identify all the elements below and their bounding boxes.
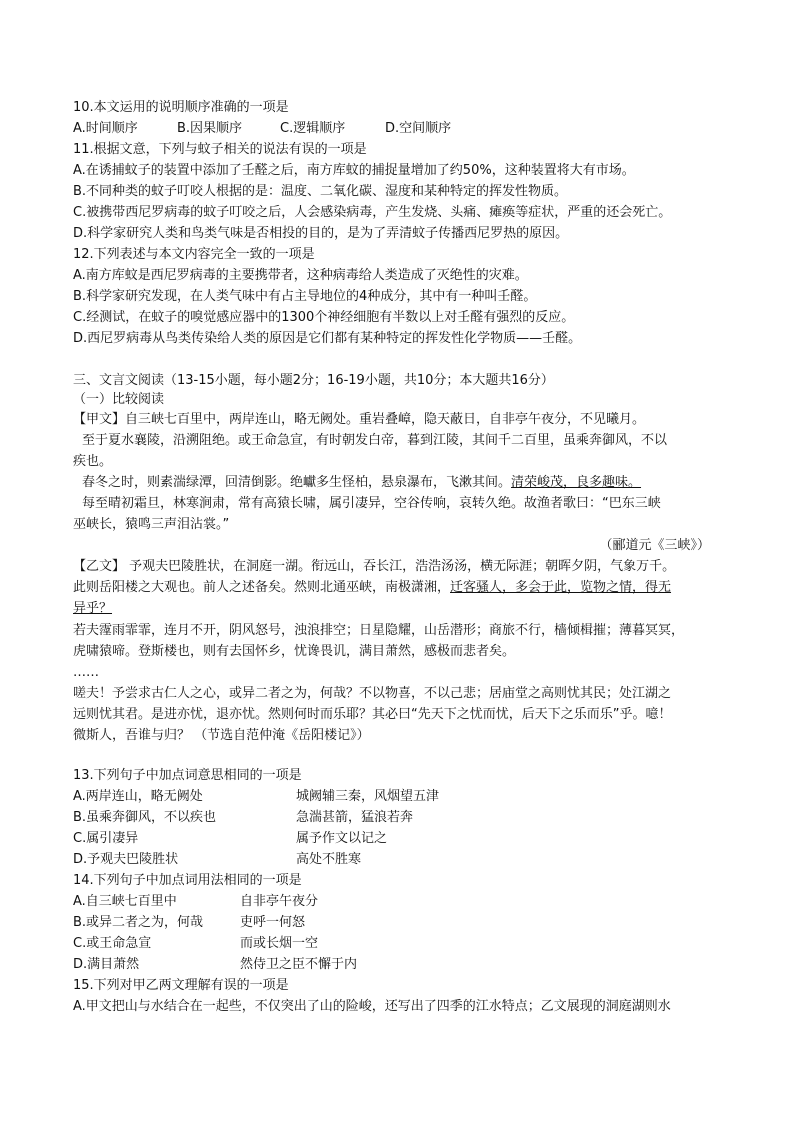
q13-row-d-right: 高处不胜寒 bbox=[296, 852, 362, 867]
yi-paragraph-3-line-3: 微斯人，吾谁与归？ （节选自范仲淹《岳阳楼记》） bbox=[73, 728, 370, 743]
jia-paragraph-3-text: 春冬之时，则素湍绿潭，回清倒影。绝巘多生怪柏，悬泉瀑布，飞漱其间。 bbox=[82, 475, 512, 490]
section3-subtitle: （一）比较阅读 bbox=[73, 392, 165, 407]
q11-option-d: D.科学家研究人类和鸟类气味是否相投的目的，是为了弄清蚊子传播西尼罗热的原因。 bbox=[73, 226, 569, 241]
jia-paragraph-2-line-2: 疾也。 bbox=[73, 454, 113, 469]
yi-paragraph-1-line-1: 【乙文】 予观夫巴陵胜状，在洞庭一湖。衔远山，吞长江，浩浩汤汤，横无际涯；朝晖夕阴，气象万千。 bbox=[73, 559, 676, 574]
q11-stem: 11.根据文意，下列与蚊子相关的说法有误的一项是 bbox=[73, 142, 367, 157]
q10-option-a: A.时间顺序 bbox=[73, 121, 138, 136]
yi-paragraph-1-text: 此则岳阳楼之大观也。前人之述备矣。然则北通巫峡，南极潇湘， bbox=[73, 580, 451, 595]
q10-option-b: B.因果顺序 bbox=[177, 121, 243, 136]
q14-row-d-left: D.满目萧然 bbox=[73, 957, 140, 972]
q15-option-a: A.甲文把山与水结合在一起些，不仅突出了山的险峻，还写出了四季的江水特点；乙文展现的洞庭湖则水 bbox=[73, 999, 671, 1014]
yi-paragraph-2-line-1: 若夫霪雨霏霏，连月不开，阴风怒号，浊浪排空；日星隐耀，山岳潜形；商旅不行，樯倾楫摧；薄暮冥冥， bbox=[73, 623, 685, 638]
jia-source: （郦道元《三峡》） bbox=[599, 538, 710, 553]
yi-paragraph-2-line-2: 虎啸猿啼。登斯楼也，则有去国怀乡，忧谗畏讥，满目萧然，感极而悲者矣。 bbox=[73, 644, 516, 659]
q10-stem: 10.本文运用的说明顺序准确的一项是 bbox=[73, 100, 289, 115]
q12-option-a: A.南方库蚊是西尼罗病毒的主要携带者，这种病毒给人类造成了灭绝性的灾难。 bbox=[73, 268, 528, 283]
jia-paragraph-4-line-1: 每至晴初霜旦，林寒涧肃，常有高猿长啸，属引凄异，空谷传响，哀转久绝。故渔者歌曰：“巴东三峡 bbox=[82, 496, 661, 511]
yi-paragraph-3-line-1: 嗟夫！予尝求古仁人之心，或异二者之为，何哉？不以物喜，不以己悲；居庙堂之高则忧其民；处江湖之 bbox=[73, 686, 672, 701]
yi-ellipsis: …… bbox=[73, 665, 99, 680]
jia-underlined-sentence: 清荣峻茂，良多趣味。 bbox=[511, 475, 642, 490]
q14-row-c-right: 而或长烟一空 bbox=[240, 936, 319, 951]
yi-paragraph-1-line-2 bbox=[73, 578, 671, 598]
q14-row-b-left: B.或异二者之为，何哉 bbox=[73, 915, 204, 930]
q15-stem: 15.下列对甲乙两文理解有误的一项是 bbox=[73, 978, 289, 993]
q12-option-b: B.科学家研究发现，在人类气味中有占主导地位的4种成分，其中有一种叫壬醛。 bbox=[73, 289, 537, 304]
q12-stem: 12.下列表述与本文内容完全一致的一项是 bbox=[73, 247, 315, 262]
yi-underlined-sentence: 迁客骚人，多会于此，览物之情，得无 bbox=[450, 580, 672, 595]
q14-row-a-right: 自非亭午夜分 bbox=[240, 894, 319, 909]
q13-row-a-left: A.两岸连山，略无阙处 bbox=[73, 789, 203, 804]
q14-row-b-right: 吏呼一何怒 bbox=[240, 915, 306, 930]
jia-paragraph-4-line-2: 巫峡长，猿鸣三声泪沾裳。” bbox=[73, 517, 230, 532]
yi-underlined-sentence-end: 异乎？ bbox=[73, 601, 113, 616]
jia-paragraph-2-line-1: 至于夏水襄陵，沿溯阻绝。或王命急宣，有时朝发白帝，暮到江陵，其间千二百里，虽乘奔御风，不以 bbox=[82, 433, 668, 448]
yi-paragraph-3-line-2: 远则忧其君。是进亦忧，退亦忧。然则何时而乐耶？其必曰“先天下之忧而忧，后天下之乐而乐”乎。噫！ bbox=[73, 707, 672, 722]
jia-paragraph-3 bbox=[82, 473, 641, 493]
q11-option-c: C.被携带西尼罗病毒的蚊子叮咬之后，人会感染病毒，产生发烧、头痛、瘫痪等症状，严重的还会死亡。 bbox=[73, 205, 672, 220]
section3-title: 三、文言文阅读（13-15小题，每小题2分；16-19小题，共10分；本大题共16分） bbox=[73, 373, 554, 388]
q13-row-d-left: D.予观夫巴陵胜状 bbox=[73, 852, 179, 867]
q10-option-c: C.逻辑顺序 bbox=[280, 121, 346, 136]
q13-stem: 13.下列句子中加点词意思相同的一项是 bbox=[73, 768, 302, 783]
q12-option-d: D.西尼罗病毒从鸟类传染给人类的原因是它们都有某种特定的挥发性化学物质——壬醛。 bbox=[73, 331, 582, 346]
q13-row-c-left: C.属引凄异 bbox=[73, 831, 139, 846]
q12-option-c: C.经测试，在蚊子的嗅觉感应器中的1300个神经细胞有半数以上对壬醛有强烈的反应。 bbox=[73, 310, 575, 325]
yi-paragraph-1-line-3 bbox=[73, 599, 112, 619]
q11-option-a: A.在诱捕蚊子的装置中添加了壬醛之后，南方库蚊的捕捉量增加了约50%，这种装置将大有市场。 bbox=[73, 163, 635, 178]
q11-option-b: B.不同种类的蚊子叮咬人根据的是：温度、二氧化碳、湿度和某种特定的挥发性物质。 bbox=[73, 184, 568, 199]
q10-options bbox=[73, 119, 451, 139]
q10-option-d: D.空间顺序 bbox=[385, 121, 452, 136]
jia-paragraph-1: 【甲文】自三峡七百里中，两岸连山，略无阙处。重岩叠嶂，隐天蔽日，自非亭午夜分，不见曦月。 bbox=[73, 412, 646, 427]
q13-row-b-left: B.虽乘奔御风，不以疾也 bbox=[73, 810, 217, 825]
q14-row-d-right: 然侍卫之臣不懈于内 bbox=[240, 957, 358, 972]
q14-row-c-left: C.或王命急宣 bbox=[73, 936, 152, 951]
q14-stem: 14.下列句子中加点词用法相同的一项是 bbox=[73, 873, 302, 888]
q13-row-b-right: 急湍甚箭，猛浪若奔 bbox=[296, 810, 414, 825]
q13-row-c-right: 属予作文以记之 bbox=[296, 831, 388, 846]
q14-row-a-left: A.自三峡七百里中 bbox=[73, 894, 177, 909]
q13-row-a-right: 城阙辅三秦，风烟望五津 bbox=[296, 789, 440, 804]
